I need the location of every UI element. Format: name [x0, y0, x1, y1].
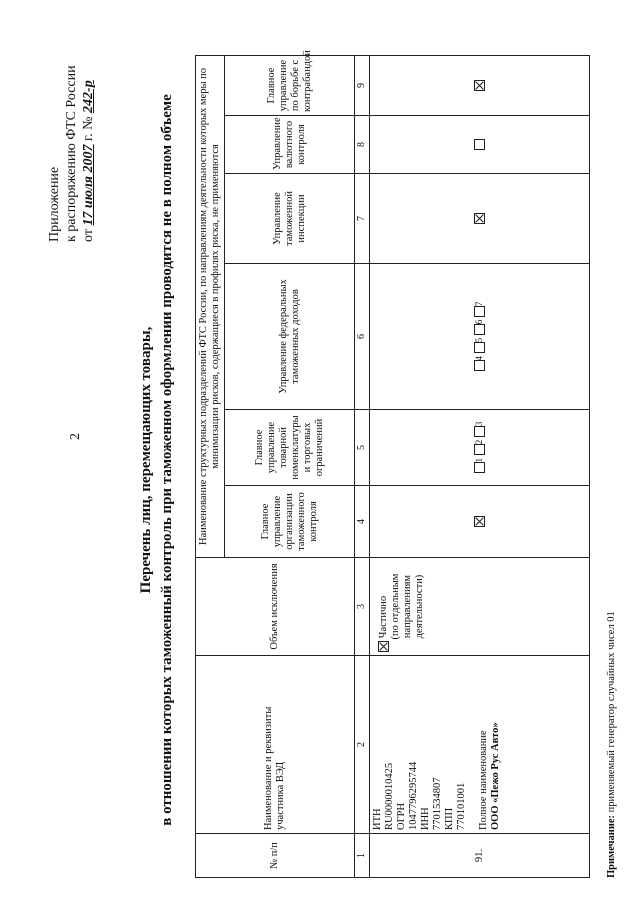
detail-line: КПП: [444, 807, 455, 830]
col8-checkbox[interactable]: [474, 139, 485, 150]
col7-cell: [370, 174, 590, 264]
header-col3: Объем исключения: [196, 558, 355, 656]
col-number: 2: [355, 656, 370, 834]
col9-checkbox[interactable]: [474, 80, 485, 91]
annex-block: [46, 42, 97, 242]
detail-line: ОГРН: [396, 802, 407, 830]
annex-year-suffix: г.: [81, 133, 96, 141]
detail-line: ИНН: [420, 807, 431, 830]
annex-date: 17 июля 2007: [81, 144, 96, 226]
checkbox-label: 1: [474, 457, 484, 463]
col-number: 7: [355, 174, 370, 264]
col-number: 6: [355, 264, 370, 410]
header-col7: Управление таможенной инспекции: [225, 174, 355, 264]
col7-checkbox[interactable]: [474, 213, 485, 224]
rotated-page: [40, 40, 620, 880]
participant-details: [370, 656, 590, 834]
note: [606, 58, 617, 878]
checkbox-label: 7: [474, 301, 484, 307]
header-col8: Управление валютного контроля: [225, 116, 355, 174]
checkbox-5[interactable]: [474, 342, 485, 353]
header-col6: Управление федеральных таможенных доходов: [225, 264, 355, 410]
scope-detail: (по отдельным направлениям деятельности): [390, 573, 425, 640]
col-number: 5: [355, 410, 370, 486]
header-col5: Главное управление товарной номенклатуры и торговых ограничений: [225, 410, 355, 486]
checkbox-label: 5: [474, 337, 484, 343]
detail-line: ИТН: [372, 808, 383, 830]
title-line2: в отношении которых таможенный контроль при таможенном оформлении проводится не в полном объеме: [159, 94, 175, 826]
col9-cell: [370, 55, 590, 115]
col-number: 4: [355, 486, 370, 558]
note-label: Примечание:: [606, 814, 617, 878]
scope-cell: [370, 558, 590, 656]
annex-no-prefix: №: [81, 116, 96, 130]
checkbox-label: 6: [474, 319, 484, 325]
col4-checkbox[interactable]: [474, 516, 485, 527]
col6-cell: [370, 264, 590, 410]
note-text: применяемый генератор случайных чисел 01: [606, 611, 617, 813]
checkbox-6[interactable]: [474, 324, 485, 335]
col8-cell: [370, 116, 590, 174]
col-number: 1: [355, 834, 370, 878]
col-number: 9: [355, 55, 370, 115]
scope-label: Частично: [378, 595, 389, 639]
header-col4: Главное управление организации таможенного контроля: [225, 486, 355, 558]
fullname-label: Полное наименование: [478, 730, 489, 830]
scope-checkbox[interactable]: [378, 641, 389, 652]
checkbox-2[interactable]: [474, 444, 485, 455]
checkbox-1[interactable]: [474, 462, 485, 473]
header-group: Наименование структурных подразделений ФТС России, по направлениям деятельности которых меры по минимизации рисков, содержащиеся в профилях риска, не применяются: [196, 55, 225, 557]
col-number: 3: [355, 558, 370, 656]
annex-date-prefix: от: [81, 229, 96, 242]
title-line1: Перечень лиц, перемещающих товары,: [138, 326, 154, 594]
header-col9: Главное управление по борьбе с контрабандой: [225, 55, 355, 115]
annex-number: 242-р: [81, 80, 96, 113]
detail-line: 1047796295744: [408, 761, 419, 830]
detail-line: 770101001: [456, 782, 467, 830]
annex-line1: Приложение: [47, 166, 62, 242]
col4-cell: [370, 486, 590, 558]
checkbox-4[interactable]: [474, 360, 485, 371]
col5-cell: [370, 410, 590, 486]
annex-line3: [80, 42, 97, 242]
document-title: [136, 40, 178, 880]
checkbox-label: 2: [474, 439, 484, 445]
header-row-1: [196, 55, 225, 877]
detail-line: RU0000010425: [384, 762, 395, 830]
header-col2: Наименование и реквизиты участника ВЭД: [196, 656, 355, 834]
checkbox-3[interactable]: [474, 426, 485, 437]
row-number: 91.: [370, 834, 590, 878]
col-number: 8: [355, 116, 370, 174]
page-number: 2: [68, 433, 83, 440]
checkbox-label: 4: [474, 355, 484, 361]
persons-table: [195, 50, 590, 878]
detail-line: 7701534807: [432, 777, 443, 830]
column-numbers-row: [355, 55, 370, 877]
table-row: [370, 55, 590, 877]
checkbox-label: 3: [474, 421, 484, 427]
checkbox-7[interactable]: [474, 306, 485, 317]
annex-line2: к распоряжению ФТС России: [64, 65, 79, 242]
header-col1: № п/п: [196, 834, 355, 878]
fullname: ООО «Пежо Рус Авто»: [490, 722, 501, 830]
